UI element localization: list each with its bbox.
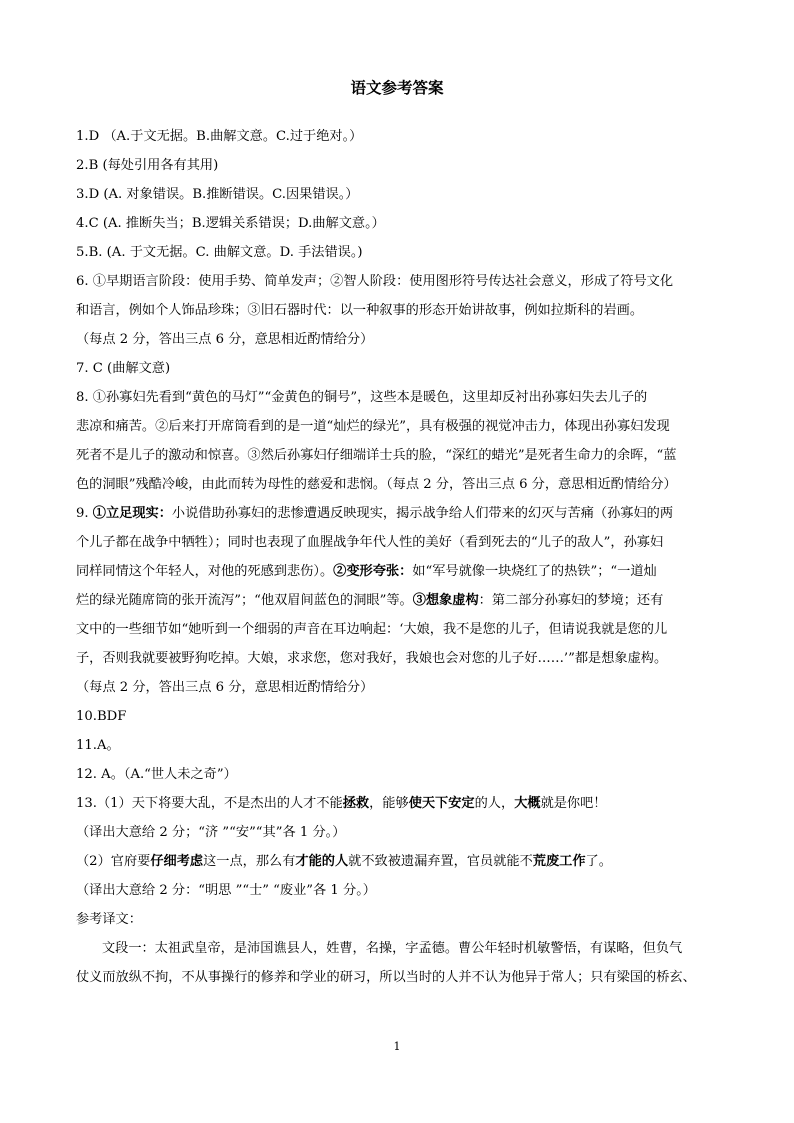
bold-text: 才能的人	[295, 854, 349, 869]
text-segment: 子，否则我就要被野狗吃掉。大娘，求求您，您对我好，我娘也会对您的儿子好……’”都是想象虚构。	[76, 651, 668, 666]
text-segment: 这一点，那么有	[203, 854, 296, 869]
text-segment: 4.C (A. 推断失当；B.逻辑关系错误；D.曲解文意。）	[76, 216, 385, 231]
text-segment: 参考译文：	[76, 912, 142, 927]
text-line	[76, 209, 722, 238]
text-line	[76, 238, 722, 267]
text-line	[76, 412, 722, 441]
text-segment: 死者不是儿子的激动和惊喜。③然后孙寡妇仔细端详士兵的脸，“深红的蜡光”是死者生命力的余晖，“蓝	[76, 448, 677, 463]
text-line	[76, 499, 722, 528]
text-segment: 色的洞眼”残酷冷峻，由此而转为母性的慈爱和悲悯。（每点 2 分，答出三点 6 分，意思相近酌情给分）	[76, 477, 677, 492]
text-line	[76, 760, 722, 789]
text-segment: 了。	[585, 854, 612, 869]
text-segment: 同样同情这个年轻人，对他的死感到悲伤）。	[76, 564, 334, 579]
text-segment: 10.BDF	[76, 709, 127, 724]
text-line	[76, 441, 722, 470]
bold-text: 拯救	[342, 796, 370, 811]
text-segment: 7. C (曲解文意)	[76, 361, 171, 376]
text-segment: 和语言，例如个人饰品珍珠；③旧石器时代：以一种叙事的形态开始讲故事，例如拉斯科的岩画。	[76, 303, 644, 318]
bold-text: 仔细考虑	[150, 854, 204, 869]
text-segment: ，能够	[369, 796, 409, 811]
text-line	[76, 470, 722, 499]
bold-text: ③想象虚构	[412, 593, 479, 608]
text-line	[76, 528, 722, 557]
text-segment: 的人，	[474, 796, 515, 811]
text-segment: 9.	[76, 506, 93, 521]
text-line	[76, 354, 722, 383]
text-line	[76, 673, 722, 702]
text-segment: 3.D (A. 对象错误。B.推断错误。C.因果错误。）	[76, 187, 359, 202]
text-line	[76, 325, 722, 354]
text-segment: 12. A。（A.“世人未之奇”）	[76, 767, 237, 782]
text-line	[76, 702, 722, 731]
text-segment: 小说借助孙寡妇的悲惨遭遇反映现实，揭示战争给人们带来的幻灭与苦痛（孙寡妇的两	[171, 506, 674, 521]
text-segment: 文中的一些细节如“她听到一个细弱的声音在耳边响起：‘大娘，我不是您的儿子，但请说我就是您的儿	[76, 622, 668, 637]
text-line	[76, 151, 722, 180]
text-line	[76, 789, 722, 818]
text-segment: 烂的绿光随席筒的张开流泻”；“他双眉间蓝色的洞眼”等。	[76, 593, 413, 608]
text-segment: 个儿子都在战争中牺牲）；同时也表现了血腥战争年代人性的美好（看到死去的“儿子的敌人”，孙寡妇	[76, 535, 664, 550]
text-line	[76, 180, 722, 209]
answer-body	[76, 122, 722, 992]
text-segment: 仗义而放纵不拘，不从事操行的修养和学业的研习，所以当时的人并不认为他异于常人；只有梁国的桥玄、	[76, 970, 696, 985]
text-segment: 就是你吧！	[540, 796, 607, 811]
text-segment: ：第二部分孙寡妇的梦境；还有	[478, 593, 664, 608]
text-line	[76, 847, 722, 876]
text-line	[76, 818, 722, 847]
text-line	[76, 934, 722, 963]
text-segment: 8. ①孙寡妇先看到“黄色的马灯”“金黄色的铜号”，这些本是暖色，这里却反衬出孙寡妇失去儿子的	[76, 390, 648, 405]
text-segment: （译出大意给 2 分：“明思 ”“士” “废业”各 1 分。）	[76, 883, 376, 898]
text-segment: 文段一：太祖武皇帝，是沛国谯县人，姓曹，名操，字孟德。曹公年轻时机敏警悟，有谋略，但负气	[102, 941, 683, 956]
text-segment: 6. ①早期语言阶段：使用手势、简单发声；②智人阶段：使用图形符号传达社会意义，形成了符号文化	[76, 274, 674, 289]
document-title: 语文参考答案	[350, 79, 444, 97]
bold-text: 使天下安定	[408, 796, 475, 811]
text-line	[76, 296, 722, 325]
text-line	[76, 267, 722, 296]
text-line	[76, 615, 722, 644]
text-segment: 11.A。	[76, 738, 120, 753]
text-line	[76, 644, 722, 673]
text-line	[76, 586, 722, 615]
text-segment: （每点 2 分，答出三点 6 分，意思相近酌情给分）	[76, 332, 374, 347]
text-segment: 13.（1）天下将要大乱，不是杰出的人才不能	[76, 796, 343, 811]
page-number: 1	[393, 1040, 401, 1053]
text-segment: 5.B. (A. 于文无据。C. 曲解文意。D. 手法错误。)	[76, 245, 363, 260]
text-line	[76, 557, 722, 586]
text-line	[76, 876, 722, 905]
text-segment: 2.B (每处引用各有其用)	[76, 158, 219, 173]
text-segment: （2）官府要	[76, 854, 151, 869]
text-line	[76, 905, 722, 934]
text-line	[76, 963, 722, 992]
text-line	[76, 731, 722, 760]
text-segment: 悲凉和痛苦。②后来打开席筒看到的是一道“灿烂的绿光”，具有极强的视觉冲击力，体现出孙寡妇发现	[76, 419, 670, 434]
text-line	[76, 383, 722, 412]
text-segment: 如“军号就像一块烧红了的热铁”；“一道灿	[412, 564, 657, 579]
text-segment: （每点 2 分，答出三点 6 分，意思相近酌情给分）	[76, 680, 374, 695]
text-segment: 就不致被遗漏弃置，官员就能不	[348, 854, 533, 869]
bold-text: 大概	[514, 796, 541, 811]
bold-text: 荒废工作	[532, 854, 586, 869]
bold-text: ①立足现实：	[92, 506, 172, 521]
bold-text: ②变形夸张：	[333, 564, 413, 579]
text-segment: 1.D （A.于文无据。B.曲解文意。C.过于绝对。）	[76, 129, 363, 144]
text-segment: （译出大意给 2 分；“济 ”“安”“其”各 1 分。）	[76, 825, 346, 840]
text-line	[76, 122, 722, 151]
